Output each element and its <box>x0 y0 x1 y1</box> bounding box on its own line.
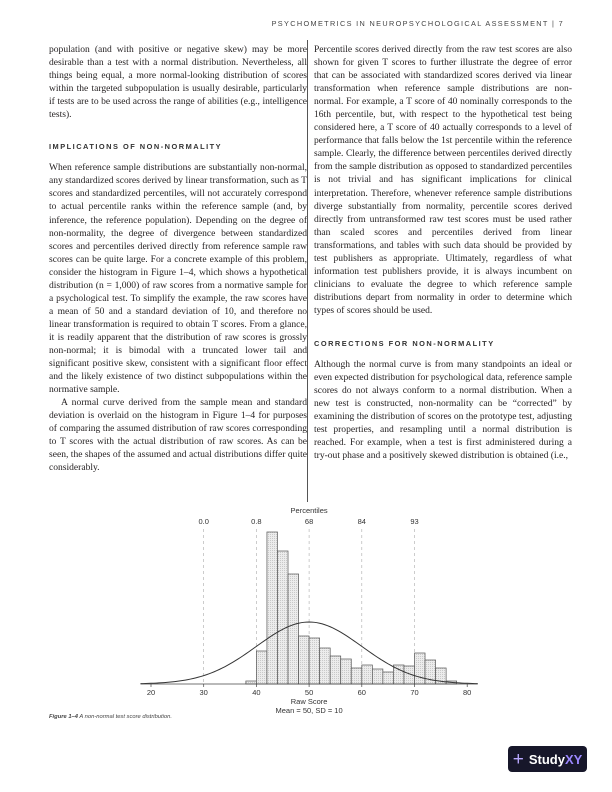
x-tick-label: 80 <box>463 688 472 697</box>
histogram-bars <box>246 532 457 684</box>
paragraph: Percentile scores derived directly from the raw test scores are also shown for given T scores to further illustrate the degree of error that can be associated with standardized scores derived via linear transformation when reference sample distributions are non-normal. For example, a T score of 40 nominally corresponds to the 16th percentile, but, with respect to the hypothetical test being considered here, a T score of 40 actually corresponds to a level of performance that falls below the 1st percentile within the reference sample. Clearly, the difference between percentiles derived directly from the sample distribution as opposed to standardized percentiles is not trivial and has significant implications for clinical interpretation. Therefore, whenever reference sample distributions diverge substantially from normality, percentile scores derived directly from untransformed raw test scores must be used rather than scaled scores and percentiles derived from linear transformations, and tables with such data should be provided by test publishers as appropriate. Ultimately, regardless of what information test publishers provide, it is always incumbent on clinicians to evaluate the degree to which reference sample distributions depart from normality in order to determine which types of scores should be used. <box>314 44 572 316</box>
histogram-bar <box>383 672 394 684</box>
left-column <box>49 43 307 474</box>
figure-caption-text: A non-normal test score distribution. <box>79 714 172 720</box>
x-tick-label: 30 <box>199 688 208 697</box>
figure-caption <box>49 714 172 720</box>
paragraph: population (and with positive or negative skew) may be more desirable than a test with a normal distribution. Nevertheless, all things being equal, a more normal-looking distribution of scores within the targeted subpopulation is usually desirable, particularly if tests are to be used across the range of abilities (e.g., intelligence tests). <box>49 44 307 121</box>
histogram-chart <box>140 500 490 715</box>
percentile-axis-title: Percentiles <box>290 506 328 515</box>
histogram-bar <box>256 651 267 684</box>
paragraph: A normal curve derived from the sample mean and standard deviation is overlaid on the histogram in Figure 1–4 for purposes of comparing the assumed distribution of raw scores corresponding to T scores with the actual distribution of raw scores. As can be seen, the shapes of the assumed and actual distributions differ quite considerably. <box>49 397 307 474</box>
percentile-tick-label: 93 <box>410 517 419 526</box>
x-tick-label: 70 <box>410 688 419 697</box>
badge-text: Study <box>528 751 565 767</box>
running-head: PSYCHOMETRICS IN NEUROPSYCHOLOGICAL ASSESSMENT | 7 <box>271 19 564 28</box>
histogram-bar <box>277 551 288 684</box>
studyxy-badge[interactable] <box>508 746 587 772</box>
section-heading: IMPLICATIONS OF NON-NORMALITY <box>49 142 223 152</box>
badge-text-accent: XY <box>564 751 583 767</box>
column-divider <box>307 40 308 502</box>
percentile-tick-label: 0.0 <box>198 517 209 526</box>
percentile-tick-label: 68 <box>304 517 314 526</box>
histogram-bar <box>372 669 383 684</box>
x-tick-label: 60 <box>357 688 366 697</box>
histogram-bar <box>415 653 426 684</box>
histogram-bar <box>341 659 352 684</box>
x-axis-ticks <box>147 684 472 697</box>
x-tick-label: 20 <box>146 688 156 697</box>
histogram-bar <box>362 665 373 684</box>
histogram-bar <box>288 574 299 684</box>
histogram-bar <box>309 638 320 684</box>
percentile-tick-label: 84 <box>357 517 366 526</box>
right-column <box>314 43 572 462</box>
histogram-bar <box>320 648 331 684</box>
paragraph: Although the normal curve is from many standpoints an ideal or even expected distribution for psychological data, reference sample scores do not always conform to a normal distribution. When a new test is constructed, non-normality can be “corrected” by examining the distribution of scores on the prototype test, adjusting test properties, and resampling until a normal distribution is reached. For example, when a test is first administered during a try-out phase and a positively skewed distribution is obtained (i.e., <box>314 359 572 462</box>
histogram-bar <box>299 636 310 684</box>
x-tick-label: 50 <box>304 688 314 697</box>
histogram-bar <box>330 656 341 684</box>
x-axis-sublabel: Mean = 50, SD = 10 <box>275 706 343 715</box>
x-tick-label: 40 <box>252 688 261 697</box>
plus-icon: + <box>512 748 524 770</box>
percentile-tick-label: 0.8 <box>251 517 262 526</box>
percentile-axis <box>198 506 418 526</box>
section-heading: CORRECTIONS FOR NON-NORMALITY <box>314 338 495 348</box>
histogram-bar <box>246 681 257 684</box>
paragraph: When reference sample distributions are substantially non-normal, any standardized scores derived by linear transformation, such as T scores and standardized percentiles, will not accurately correspond to actual percentile ranks within the reference sample (and, by inference, the reference population). Depending on the degree of non-normality, the degree of divergence between standardized scores and percentiles derived directly from reference sample raw scores can be quite large. For a concrete example of this problem, consider the histogram in Figure 1–4, which shows a hypothetical distribution (n = 1,000) of raw scores from a normative sample for a psychological test. To simplify the example, the raw scores have a mean of 50 and a standard deviation of 10, and therefore no linear transformation is required to obtain T scores. From a glance, it is readily apparent that the distribution of raw scores is grossly non-normal; it is bimodal with a truncated lower tail and significant positive skew, consistent with a significant floor effect and the likely existence of two distinct subpopulations within the normative sample. <box>49 162 307 396</box>
histogram-bar <box>267 532 278 684</box>
figure-label: Figure 1–4 <box>49 714 78 720</box>
histogram-bar <box>351 668 362 684</box>
x-axis-label: Raw Score <box>290 697 328 706</box>
